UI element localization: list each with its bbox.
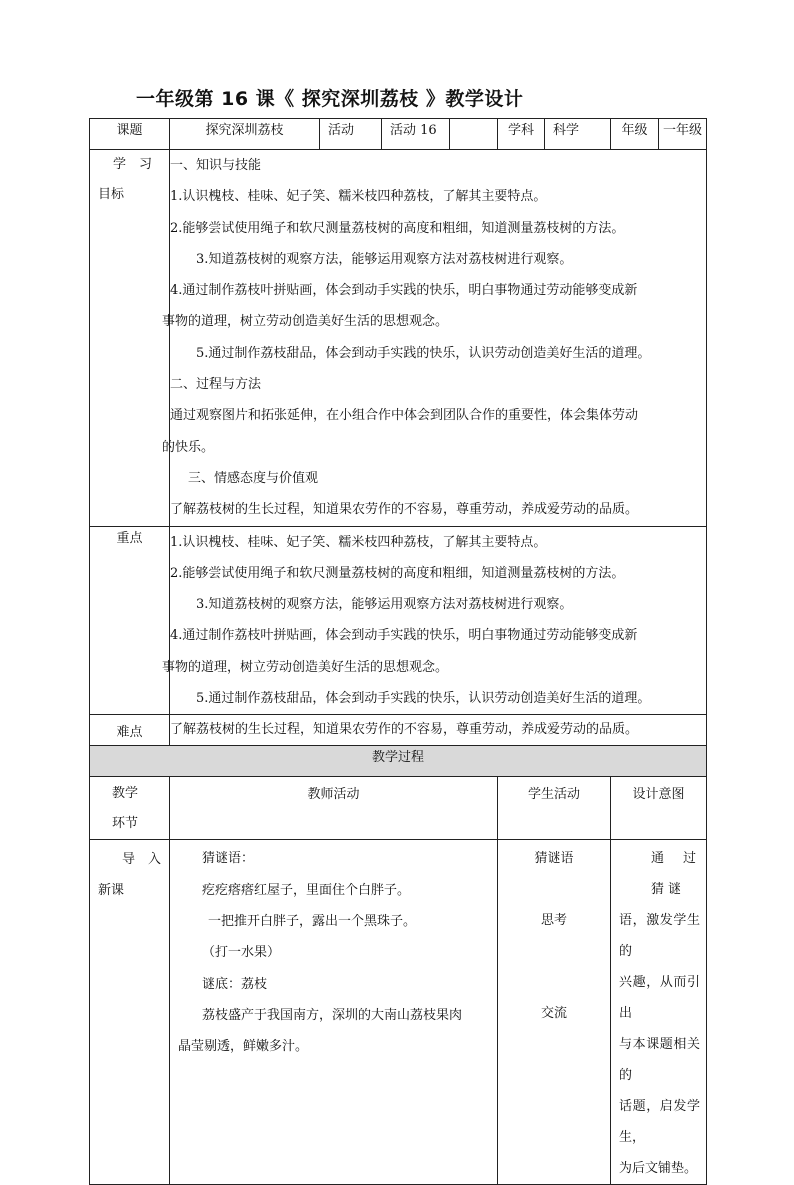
objective-line: 了解荔枝树的生长过程，知道果农劳作的不容易，尊重劳动，养成爱劳动的品质。 <box>170 502 639 518</box>
intent-line: 通过猜谜 <box>651 851 700 898</box>
objectives-content <box>162 150 707 527</box>
objectives-label-line2: 目标 <box>98 187 125 202</box>
objective-line: 通过观察图片和拓张延伸，在小组合作中体会到团队合作的重要性，体会集体劳动 <box>170 408 639 424</box>
activity-value: 活动 16 <box>382 119 450 150</box>
intro-student-activity <box>498 840 611 1185</box>
stage-header-line1: 教学 <box>112 786 139 802</box>
teacher-line: 疙疙瘩瘩红屋子，里面住个白胖子。 <box>202 882 411 898</box>
course-label: 课题 <box>90 119 170 150</box>
process-section-title: 教学过程 <box>90 746 707 777</box>
objective-line: 一、知识与技能 <box>170 158 262 173</box>
intent-line: 为后文铺垫。 <box>619 1161 698 1177</box>
student-column-header: 学生活动 <box>498 777 611 840</box>
teacher-line: 猜谜语： <box>202 851 255 867</box>
objective-line: 二、过程与方法 <box>170 377 262 393</box>
teacher-line: 晶莹剔透，鲜嫩多汁。 <box>178 1039 309 1055</box>
grade-label: 年级 <box>611 119 659 150</box>
objective-line: 5.通过制作荔枝甜品，体会到动手实践的快乐，认识劳动创造美好生活的道理。 <box>196 345 651 361</box>
key-point-line: 1.认识槐枝、桂味、妃子笑、糯米枝四种荔枝，了解其主要特点。 <box>170 534 547 550</box>
key-points-label: 重点 <box>90 526 170 715</box>
difficulty-content <box>170 715 707 746</box>
process-header-row <box>90 777 707 840</box>
difficulty-text: 了解荔枝树的生长过程，知道果农劳作的不容易，尊重劳动，养成爱劳动的品质。 <box>170 722 639 738</box>
objective-line: 三、情感态度与价值观 <box>188 470 319 486</box>
lesson-plan-table <box>89 118 707 1185</box>
key-points-row <box>90 526 707 715</box>
intent-line: 语，激发学生的 <box>619 913 700 960</box>
activity-label: 活动 <box>320 119 382 150</box>
header-row <box>90 119 707 150</box>
intro-stage-line1: 导 入 <box>122 852 162 868</box>
process-section-row <box>90 746 707 777</box>
objectives-row <box>90 150 707 527</box>
intent-line: 与本课题相关的 <box>619 1037 700 1084</box>
teacher-line: 一把推开白胖子，露出一个黑珠子。 <box>208 913 417 929</box>
teacher-line: 谜底：荔枝 <box>202 976 268 992</box>
header-blank <box>450 119 498 150</box>
teacher-line: 荔枝盛产于我国南方，深圳的大南山荔枝果肉 <box>202 1007 463 1023</box>
stage-header-line2: 环节 <box>112 816 139 832</box>
intent-line: 话题，启发学生， <box>619 1099 700 1146</box>
intro-stage-label <box>90 840 170 1185</box>
key-point-line: 事物的道理，树立劳动创造美好生活的思想观念。 <box>162 659 449 675</box>
objectives-label-line1: 学 习 <box>112 157 152 172</box>
student-line: 交流 <box>540 1006 567 1022</box>
objective-line: 事物的道理，树立劳动创造美好生活的思想观念。 <box>162 314 449 330</box>
student-line: 猜谜语 <box>534 851 574 867</box>
difficulty-label: 难点 <box>90 715 170 746</box>
student-line: 思考 <box>540 913 567 929</box>
key-point-line: 3.知道荔枝树的观察方法，能够运用观察方法对荔枝树进行观察。 <box>196 597 573 613</box>
objective-line: 2.能够尝试使用绳子和软尺测量荔枝树的高度和粗细，知道测量荔枝树的方法。 <box>170 220 625 236</box>
document-title: 一年级第 16 课《 探究深圳荔枝 》教学设计 <box>136 88 524 110</box>
teacher-line: （打一水果） <box>202 945 281 961</box>
course-value: 探究深圳荔枝 <box>170 119 320 150</box>
stage-column-header <box>90 777 170 840</box>
intro-row <box>90 840 707 1185</box>
intent-column-header: 设计意图 <box>611 777 707 840</box>
objective-line: 4.通过制作荔枝叶拼贴画，体会到动手实践的快乐，明白事物通过劳动能够变成新 <box>170 283 638 299</box>
intent-line: 兴趣，从而引出 <box>619 975 700 1022</box>
objective-line: 的快乐。 <box>162 439 215 455</box>
objectives-label <box>90 150 170 527</box>
key-point-line: 5.通过制作荔枝甜品，体会到动手实践的快乐，认识劳动创造美好生活的道理。 <box>196 691 651 707</box>
subject-label: 学科 <box>498 119 545 150</box>
key-points-content <box>162 526 707 715</box>
teacher-column-header: 教师活动 <box>170 777 498 840</box>
subject-value: 科学 <box>545 119 611 150</box>
key-point-line: 4.通过制作荔枝叶拼贴画，体会到动手实践的快乐，明白事物通过劳动能够变成新 <box>170 628 638 644</box>
intro-teacher-activity <box>170 840 498 1185</box>
objective-line: 3.知道荔枝树的观察方法，能够运用观察方法对荔枝树进行观察。 <box>196 251 573 267</box>
intro-design-intent <box>611 840 707 1185</box>
difficulty-row <box>90 715 707 746</box>
key-point-line: 2.能够尝试使用绳子和软尺测量荔枝树的高度和粗细，知道测量荔枝树的方法。 <box>170 565 625 581</box>
intro-stage-line2: 新课 <box>98 883 125 899</box>
grade-value: 一年级 <box>659 119 707 150</box>
objective-line: 1.认识槐枝、桂味、妃子笑、糯米枝四种荔枝，了解其主要特点。 <box>170 189 547 205</box>
